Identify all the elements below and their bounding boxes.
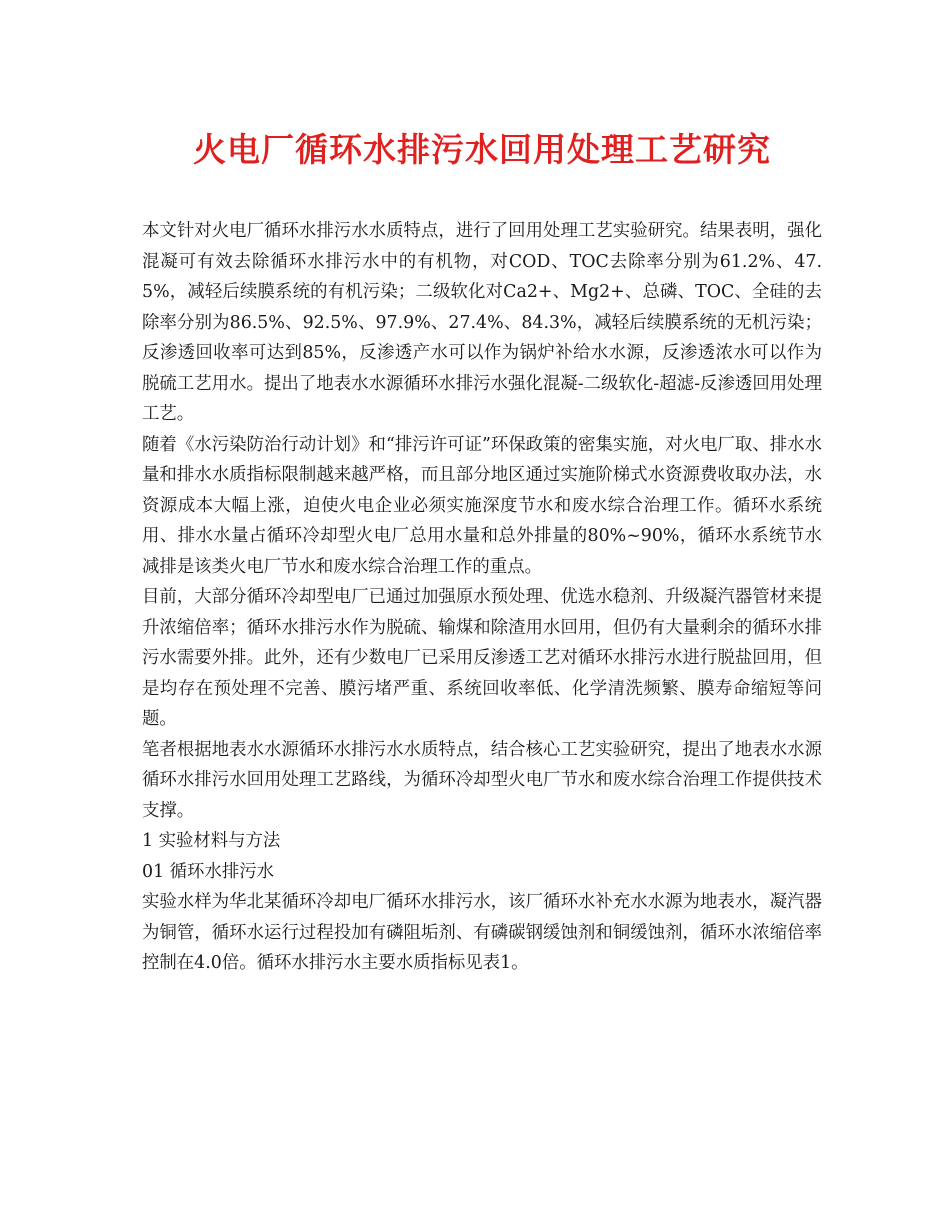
- document-body: [142, 216, 822, 979]
- document-page: [142, 120, 822, 979]
- intro-paragraph-3: 笔者根据地表水水源循环水排污水水质特点，结合核心工艺实验研究，提出了地表水水源循环水排污水回用处理工艺路线，为循环冷却型火电厂节水和废水综合治理工作提供技术支撑。: [142, 739, 822, 821]
- page-title: 火电厂循环水排污水回用处理工艺研究: [193, 130, 771, 169]
- intro-paragraph-1: 随着《水污染防治行动计划》和“排污许可证”环保政策的密集实施，对火电厂取、排水水量和排水水质指标限制越来越严格，而且部分地区通过实施阶梯式水资源费收取办法，水资源成本大幅上涨，迫使火电企业必须实施深度节水和废水综合治理工作。循环水系统用、排水水量占循环冷却型火电厂总用水量和总外排量的80%~90%，循环水系统节水减排是该类火电厂节水和废水综合治理工作的重点。: [142, 434, 822, 577]
- abstract-paragraph: 本文针对火电厂循环水排污水水质特点，进行了回用处理工艺实验研究。结果表明，强化混凝可有效去除循环水排污水中的有机物，对COD、TOC去除率分别为61.2%、47.5%，减轻后续膜系统的有机污染；二级软化对Ca2+、Mg2+、总磷、TOC、全硅的去除率分别为86.5%、92.5%、97.9%、27.4%、84.3%，减轻后续膜系统的无机污染；反渗透回收率可达到85%，反渗透产水可以作为锅炉补给水水源，反渗透浓水可以作为脱硫工艺用水。提出了地表水水源循环水排污水强化混凝-二级软化-超滤-反渗透回用处理工艺。: [142, 221, 822, 424]
- subsection-heading: 01 循环水排污水: [142, 861, 275, 882]
- intro-paragraph-2: 目前，大部分循环冷却型电厂已通过加强原水预处理、优选水稳剂、升级凝汽器管材来提升浓缩倍率；循环水排污水作为脱硫、输煤和除渣用水回用，但仍有大量剩余的循环水排污水需要外排。此外，还有少数电厂已采用反渗透工艺对循环水排污水进行脱盐回用，但是均存在预处理不完善、膜污堵严重、系统回收率低、化学清洗频繁、膜寿命缩短等问题。: [142, 587, 822, 729]
- materials-paragraph: 实验水样为华北某循环冷却电厂循环水排污水，该厂循环水补充水水源为地表水，凝汽器为铜管，循环水运行过程投加有磷阻垢剂、有磷碳钢缓蚀剂和铜缓蚀剂，循环水浓缩倍率控制在4.0倍。循环水排污水主要水质指标见表1。: [142, 892, 822, 973]
- section-heading: 1 实验材料与方法: [142, 831, 281, 851]
